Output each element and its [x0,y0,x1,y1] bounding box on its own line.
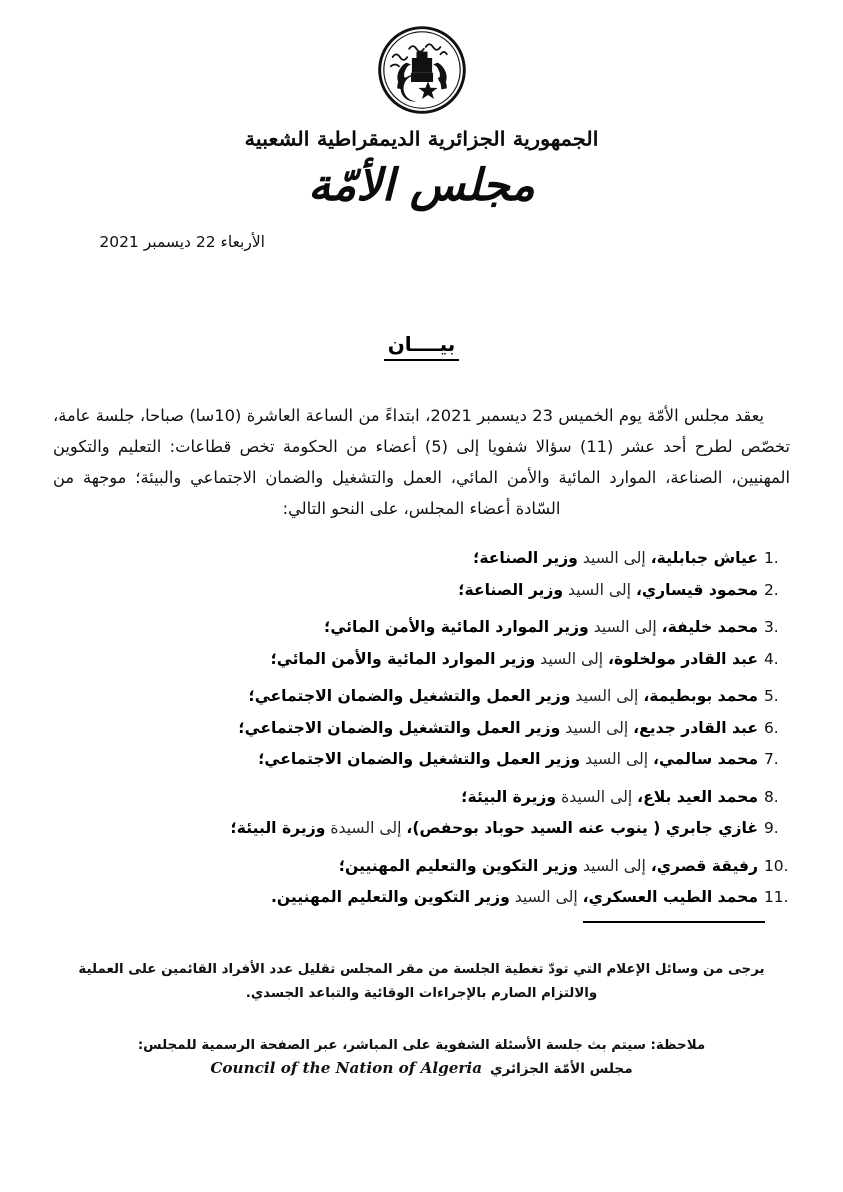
list-item-body [458,575,764,607]
list-item-number: 1. [764,549,779,567]
list-item-body [231,813,764,845]
list-item [53,543,790,575]
minister-role: وزيرة البيئة؛ [461,787,557,806]
list-item-body [258,744,764,776]
member-name: محمد الطيب العسكري، [582,888,758,906]
list-item-body [339,851,764,883]
member-name: محمد سالمي، [653,750,758,768]
addressed-to: إلى السيد [593,618,657,636]
media-note-line-2: والالتزام الصارم بالإجراءات الوقائية والتباعد الجسدي. [245,986,598,1001]
member-name: رفيقة قصري، [650,856,758,875]
minister-role: وزير الموارد المائية والأمن المائي؛ [270,649,536,668]
list-item [53,644,790,676]
list-item-number: 10. [764,856,789,875]
emblem-container [0,24,843,116]
council-heading: مجلس الأمّة [308,160,535,211]
member-name: محمود قيساري، [635,580,758,599]
minister-role: وزيرة البيئة؛ [230,819,326,837]
list-item-number: 7. [764,750,779,768]
minister-role: وزير العمل والتشغيل والضمان الاجتماعي؛ [238,718,561,737]
minister-role: وزير الصناعة؛ [473,549,578,567]
list-item-body [271,882,764,914]
document-date: الأربعاء 22 ديسمبر 2021 [99,233,265,251]
addressed-to: إلى السيدة [330,819,402,837]
member-name: محمد خليفة، [661,618,758,636]
broadcast-note-text: ملاحظة: سيتم بث جلسة الأسئلة الشفوية على المباشر، عبر الصفحة الرسمية للمجلس: [137,1038,706,1053]
list-item [53,882,790,914]
official-page-names [0,1057,843,1081]
broadcast-note [0,1034,843,1081]
list-item-body [324,612,764,644]
list-item [53,713,790,745]
list-item-body [461,782,764,814]
minister-role: وزير الصناعة؛ [458,580,564,599]
member-name: محمد العيد بلاع، [637,787,758,806]
page-name-english: Council of the Nation of Algeria [210,1059,483,1077]
member-name: عبد القادر مولخلوة، [608,649,758,668]
list-item-number: 5. [764,687,779,705]
footer-divider [583,921,765,923]
addressed-to: إلى السيد [565,718,629,737]
addressed-to: إلى السيد [582,856,646,875]
list-item [53,744,790,776]
addressed-to: إلى السيد [568,580,631,599]
addressed-to: إلى السيد [540,649,604,668]
paragraph-text: يعقد مجلس الأمّة يوم الخميس 23 ديسمبر 2021، ابتداءً من الساعة العاشرة (10ﺳﺎ) صباحا، جلسة عامة، تخصّص لطرح أحد عشر (11) سؤالا شفويا إلى (5) أعضاء من الحكومة تخص قطاعات: التعليم والتكوين المهنيين، الصناعة، الموارد المائية والأمن المائي، العمل والتشغيل والضمان الاجتماعي والبيئة؛ موجهة من السّادة أعضاء المجلس، على النحو التالي: [53,406,790,518]
minister-role: وزير الموارد المائية والأمن المائي؛ [324,618,589,636]
list-item-body [249,681,765,713]
list-item [53,813,790,845]
list-item [53,575,790,607]
addressed-to: إلى السيد [585,750,649,768]
minister-role: وزير التكوين والتعليم المهنيين. [270,888,510,906]
addressed-to: إلى السيد [575,687,639,705]
list-item-number: 8. [764,787,779,806]
addressed-to: إلى السيدة [561,787,633,806]
list-item-body [238,713,764,745]
member-name: عبد القادر جديع، [633,718,758,737]
document-title-container [0,332,843,361]
list-item [53,681,790,713]
list-item [53,851,790,883]
minister-role: وزير العمل والتشغيل والضمان الاجتماعي؛ [258,750,581,768]
republic-heading: الجمهورية الجزائرية الديمقراطية الشعبية [244,127,599,150]
media-note-line-1: يرجى من وسائل الإعلام التي تودّ تغطية الجلسة من مقر المجلس تقليل عدد الأفراد القائمين على العملية [78,962,765,977]
minister-role: وزير العمل والتشغيل والضمان الاجتماعي؛ [248,687,571,705]
list-item-number: 9. [764,819,779,837]
list-item-number: 4. [764,649,779,668]
addressed-to: إلى السيد [514,888,578,906]
list-item-body [473,543,764,575]
list-item-body [271,644,764,676]
list-item-number: 11. [764,888,789,906]
members-question-list [53,543,790,914]
list-item [53,612,790,644]
list-item [53,782,790,814]
media-coverage-note [0,958,843,1006]
algeria-national-emblem-icon [376,24,468,116]
addressed-to: إلى السيد [582,549,646,567]
member-name: غازي جابري ( ينوب عنه السيد حوباد بوحفص)، [406,819,758,837]
member-name: عياش جبابلية، [650,549,758,567]
member-name: محمد بوبطيمة، [643,687,758,705]
page-name-arabic: مجلس الأمّة الجزائري [490,1061,633,1077]
list-item-number: 3. [764,618,779,636]
page-title: بيــــان [384,332,460,361]
announcement-paragraph [53,400,790,524]
list-item-number: 2. [764,580,779,599]
list-item-number: 6. [764,718,779,737]
minister-role: وزير التكوين والتعليم المهنيين؛ [338,856,578,875]
